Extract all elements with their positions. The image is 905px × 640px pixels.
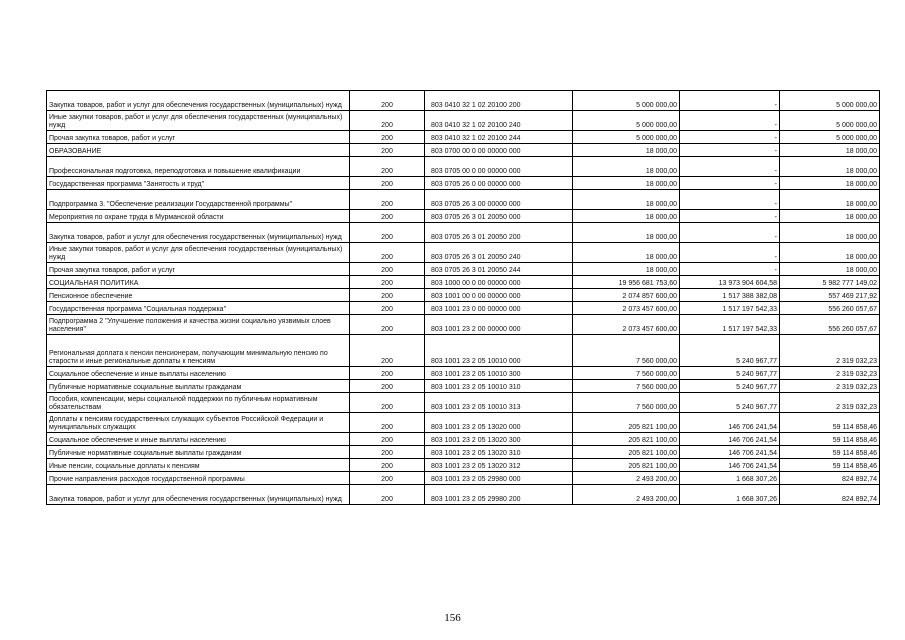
- row-remaining-amount: 59 114 858,46: [780, 433, 880, 446]
- row-name: Социальное обеспечение и иные выплаты населению: [47, 433, 350, 446]
- row-executed-amount: -: [680, 210, 780, 223]
- table-row: [47, 276, 880, 289]
- row-executed-amount: 146 706 241,54: [680, 459, 780, 472]
- row-budget-code: 803 0705 00 0 00 00000 000: [425, 157, 573, 177]
- row-budget-code: 803 1001 23 2 05 13020 000: [425, 413, 573, 433]
- row-remaining-amount: 5 000 000,00: [780, 111, 880, 131]
- row-line-code: 200: [350, 263, 425, 276]
- row-budget-code: 803 0700 00 0 00 00000 000: [425, 144, 573, 157]
- row-budget-code: 803 1001 23 0 00 00000 000: [425, 302, 573, 315]
- row-remaining-amount: 2 319 032,23: [780, 367, 880, 380]
- table-row: [47, 131, 880, 144]
- row-approved-amount: 5 000 000,00: [573, 91, 680, 111]
- row-approved-amount: 205 821 100,00: [573, 433, 680, 446]
- row-budget-code: 803 1001 23 2 05 10010 000: [425, 335, 573, 367]
- row-approved-amount: 18 000,00: [573, 243, 680, 263]
- row-line-code: 200: [350, 472, 425, 485]
- row-name: СОЦИАЛЬНАЯ ПОЛИТИКА: [47, 276, 350, 289]
- row-name: Прочая закупка товаров, работ и услуг: [47, 131, 350, 144]
- row-name: Пенсионное обеспечение: [47, 289, 350, 302]
- row-budget-code: 803 0410 32 1 02 20100 244: [425, 131, 573, 144]
- row-remaining-amount: 18 000,00: [780, 190, 880, 210]
- row-remaining-amount: 5 000 000,00: [780, 131, 880, 144]
- row-remaining-amount: 824 892,74: [780, 485, 880, 505]
- row-executed-amount: 5 240 967,77: [680, 335, 780, 367]
- row-line-code: 200: [350, 413, 425, 433]
- row-executed-amount: -: [680, 263, 780, 276]
- row-executed-amount: -: [680, 243, 780, 263]
- row-executed-amount: 1 668 307,26: [680, 472, 780, 485]
- row-line-code: 200: [350, 190, 425, 210]
- row-executed-amount: 1 668 307,26: [680, 485, 780, 505]
- row-remaining-amount: 18 000,00: [780, 177, 880, 190]
- row-approved-amount: 7 560 000,00: [573, 367, 680, 380]
- table-row: [47, 144, 880, 157]
- row-executed-amount: 13 973 904 604,58: [680, 276, 780, 289]
- row-approved-amount: 19 956 681 753,60: [573, 276, 680, 289]
- table-row: [47, 302, 880, 315]
- row-line-code: 200: [350, 91, 425, 111]
- row-executed-amount: -: [680, 144, 780, 157]
- table-row: [47, 315, 880, 335]
- row-line-code: 200: [350, 335, 425, 367]
- row-line-code: 200: [350, 302, 425, 315]
- row-budget-code: 803 0705 26 3 01 20050 244: [425, 263, 573, 276]
- row-executed-amount: 1 517 197 542,33: [680, 302, 780, 315]
- row-name: Доплаты к пенсиям государственных служащих субъектов Российской Федерации и муниципальных служащих: [47, 413, 350, 433]
- row-remaining-amount: 557 469 217,92: [780, 289, 880, 302]
- row-name: Прочая закупка товаров, работ и услуг: [47, 263, 350, 276]
- row-name: ОБРАЗОВАНИЕ: [47, 144, 350, 157]
- row-name: Государственная программа "Социальная поддержка": [47, 302, 350, 315]
- row-budget-code: 803 1001 23 2 05 29980 200: [425, 485, 573, 505]
- row-approved-amount: 2 074 857 600,00: [573, 289, 680, 302]
- row-line-code: 200: [350, 276, 425, 289]
- row-name: Публичные нормативные социальные выплаты гражданам: [47, 446, 350, 459]
- row-approved-amount: 7 560 000,00: [573, 335, 680, 367]
- table-row: [47, 413, 880, 433]
- row-line-code: 200: [350, 289, 425, 302]
- table-row: [47, 485, 880, 505]
- row-budget-code: 803 1000 00 0 00 00000 000: [425, 276, 573, 289]
- row-remaining-amount: 18 000,00: [780, 210, 880, 223]
- table-row: [47, 446, 880, 459]
- row-name: Иные закупки товаров, работ и услуг для обеспечения государственных (муниципальных) нужд: [47, 111, 350, 131]
- row-line-code: 200: [350, 485, 425, 505]
- row-executed-amount: 5 240 967,77: [680, 367, 780, 380]
- table-row: [47, 263, 880, 276]
- row-line-code: 200: [350, 131, 425, 144]
- row-remaining-amount: 59 114 858,46: [780, 446, 880, 459]
- row-name: Закупка товаров, работ и услуг для обеспечения государственных (муниципальных) нужд: [47, 485, 350, 505]
- row-budget-code: 803 1001 23 2 05 13020 312: [425, 459, 573, 472]
- row-approved-amount: 18 000,00: [573, 190, 680, 210]
- row-executed-amount: 146 706 241,54: [680, 433, 780, 446]
- row-remaining-amount: 556 260 057,67: [780, 315, 880, 335]
- row-budget-code: 803 0705 26 3 01 20050 200: [425, 223, 573, 243]
- row-line-code: 200: [350, 315, 425, 335]
- table-row: [47, 223, 880, 243]
- row-executed-amount: 146 706 241,54: [680, 413, 780, 433]
- table-row: [47, 157, 880, 177]
- row-approved-amount: 2 073 457 600,00: [573, 315, 680, 335]
- table-row: [47, 459, 880, 472]
- row-executed-amount: -: [680, 177, 780, 190]
- row-name: Государственная программа "Занятость и труд": [47, 177, 350, 190]
- table-row: [47, 243, 880, 263]
- row-budget-code: 803 1001 23 2 05 10010 310: [425, 380, 573, 393]
- row-name: Прочие направления расходов государственной программы: [47, 472, 350, 485]
- row-budget-code: 803 1001 00 0 00 00000 000: [425, 289, 573, 302]
- row-remaining-amount: 18 000,00: [780, 144, 880, 157]
- row-approved-amount: 18 000,00: [573, 210, 680, 223]
- row-name: Пособия, компенсации, меры социальной поддержки по публичным нормативным обязательствам: [47, 393, 350, 413]
- row-budget-code: 803 1001 23 2 05 13020 300: [425, 433, 573, 446]
- table-row: [47, 433, 880, 446]
- row-name: Мероприятия по охране труда в Мурманской области: [47, 210, 350, 223]
- row-remaining-amount: 18 000,00: [780, 263, 880, 276]
- row-name: Публичные нормативные социальные выплаты гражданам: [47, 380, 350, 393]
- row-approved-amount: 2 493 200,00: [573, 472, 680, 485]
- table-row: [47, 91, 880, 111]
- row-remaining-amount: 18 000,00: [780, 157, 880, 177]
- row-line-code: 200: [350, 157, 425, 177]
- row-line-code: 200: [350, 459, 425, 472]
- row-budget-code: 803 0705 26 3 01 20050 000: [425, 210, 573, 223]
- table-row: [47, 367, 880, 380]
- row-approved-amount: 5 000 000,00: [573, 131, 680, 144]
- page-number: 156: [444, 612, 461, 624]
- row-line-code: 200: [350, 210, 425, 223]
- row-approved-amount: 18 000,00: [573, 144, 680, 157]
- row-approved-amount: 18 000,00: [573, 177, 680, 190]
- row-approved-amount: 2 073 457 600,00: [573, 302, 680, 315]
- row-budget-code: 803 1001 23 2 05 29980 000: [425, 472, 573, 485]
- row-budget-code: 803 1001 23 2 05 10010 313: [425, 393, 573, 413]
- row-line-code: 200: [350, 144, 425, 157]
- row-line-code: 200: [350, 446, 425, 459]
- row-approved-amount: 18 000,00: [573, 223, 680, 243]
- row-name: Региональная доплата к пенсии пенсионерам, получающим минимальную пенсию по старости и иные региональные доплаты к пенсиям: [47, 335, 350, 367]
- row-remaining-amount: 2 319 032,23: [780, 380, 880, 393]
- row-executed-amount: 5 240 967,77: [680, 393, 780, 413]
- row-executed-amount: 146 706 241,54: [680, 446, 780, 459]
- row-remaining-amount: 824 892,74: [780, 472, 880, 485]
- row-remaining-amount: 18 000,00: [780, 223, 880, 243]
- row-line-code: 200: [350, 177, 425, 190]
- row-approved-amount: 205 821 100,00: [573, 459, 680, 472]
- row-name: Закупка товаров, работ и услуг для обеспечения государственных (муниципальных) нужд: [47, 223, 350, 243]
- row-executed-amount: 5 240 967,77: [680, 380, 780, 393]
- table-row: [47, 472, 880, 485]
- row-name: Иные закупки товаров, работ и услуг для обеспечения государственных (муниципальных) нужд: [47, 243, 350, 263]
- row-name: Подпрограмма 3. "Обеспечение реализации Государственной программы": [47, 190, 350, 210]
- row-budget-code: 803 1001 23 2 05 13020 310: [425, 446, 573, 459]
- table-row: [47, 380, 880, 393]
- row-remaining-amount: 5 982 777 149,02: [780, 276, 880, 289]
- row-executed-amount: 1 517 197 542,33: [680, 315, 780, 335]
- table-row: [47, 289, 880, 302]
- row-remaining-amount: 2 319 032,23: [780, 393, 880, 413]
- row-approved-amount: 5 000 000,00: [573, 111, 680, 131]
- row-executed-amount: -: [680, 223, 780, 243]
- row-name: Профессиональная подготовка, переподготовка и повышение квалификации: [47, 157, 350, 177]
- table-row: [47, 111, 880, 131]
- row-executed-amount: -: [680, 131, 780, 144]
- row-remaining-amount: 59 114 858,46: [780, 413, 880, 433]
- row-line-code: 200: [350, 223, 425, 243]
- row-line-code: 200: [350, 393, 425, 413]
- table-row: [47, 335, 880, 367]
- row-budget-code: 803 0705 26 3 00 00000 000: [425, 190, 573, 210]
- row-executed-amount: -: [680, 91, 780, 111]
- row-line-code: 200: [350, 433, 425, 446]
- table-row: [47, 190, 880, 210]
- budget-execution-table: [46, 90, 880, 505]
- row-line-code: 200: [350, 111, 425, 131]
- row-budget-code: 803 0410 32 1 02 20100 240: [425, 111, 573, 131]
- row-name: Закупка товаров, работ и услуг для обеспечения государственных (муниципальных) нужд: [47, 91, 350, 111]
- row-remaining-amount: 5 000 000,00: [780, 91, 880, 111]
- row-budget-code: 803 0705 26 0 00 00000 000: [425, 177, 573, 190]
- row-remaining-amount: 556 260 057,67: [780, 302, 880, 315]
- row-executed-amount: -: [680, 190, 780, 210]
- row-budget-code: 803 0705 26 3 01 20050 240: [425, 243, 573, 263]
- row-approved-amount: 205 821 100,00: [573, 413, 680, 433]
- row-approved-amount: 18 000,00: [573, 157, 680, 177]
- row-approved-amount: 7 560 000,00: [573, 393, 680, 413]
- row-remaining-amount: 59 114 858,46: [780, 459, 880, 472]
- table-row: [47, 393, 880, 413]
- row-line-code: 200: [350, 243, 425, 263]
- table-row: [47, 177, 880, 190]
- row-name: Подпрограмма 2 "Улучшение положения и качества жизни социально уязвимых слоев населения": [47, 315, 350, 335]
- row-approved-amount: 2 493 200,00: [573, 485, 680, 505]
- table-row: [47, 210, 880, 223]
- row-line-code: 200: [350, 367, 425, 380]
- row-name: Социальное обеспечение и иные выплаты населению: [47, 367, 350, 380]
- table-body: [47, 91, 880, 505]
- row-executed-amount: -: [680, 157, 780, 177]
- row-budget-code: 803 0410 32 1 02 20100 200: [425, 91, 573, 111]
- row-line-code: 200: [350, 380, 425, 393]
- row-approved-amount: 205 821 100,00: [573, 446, 680, 459]
- row-remaining-amount: 18 000,00: [780, 243, 880, 263]
- row-budget-code: 803 1001 23 2 00 00000 000: [425, 315, 573, 335]
- row-budget-code: 803 1001 23 2 05 10010 300: [425, 367, 573, 380]
- row-approved-amount: 7 560 000,00: [573, 380, 680, 393]
- row-remaining-amount: 2 319 032,23: [780, 335, 880, 367]
- row-executed-amount: 1 517 388 382,08: [680, 289, 780, 302]
- row-executed-amount: -: [680, 111, 780, 131]
- row-name: Иные пенсии, социальные доплаты к пенсиям: [47, 459, 350, 472]
- row-approved-amount: 18 000,00: [573, 263, 680, 276]
